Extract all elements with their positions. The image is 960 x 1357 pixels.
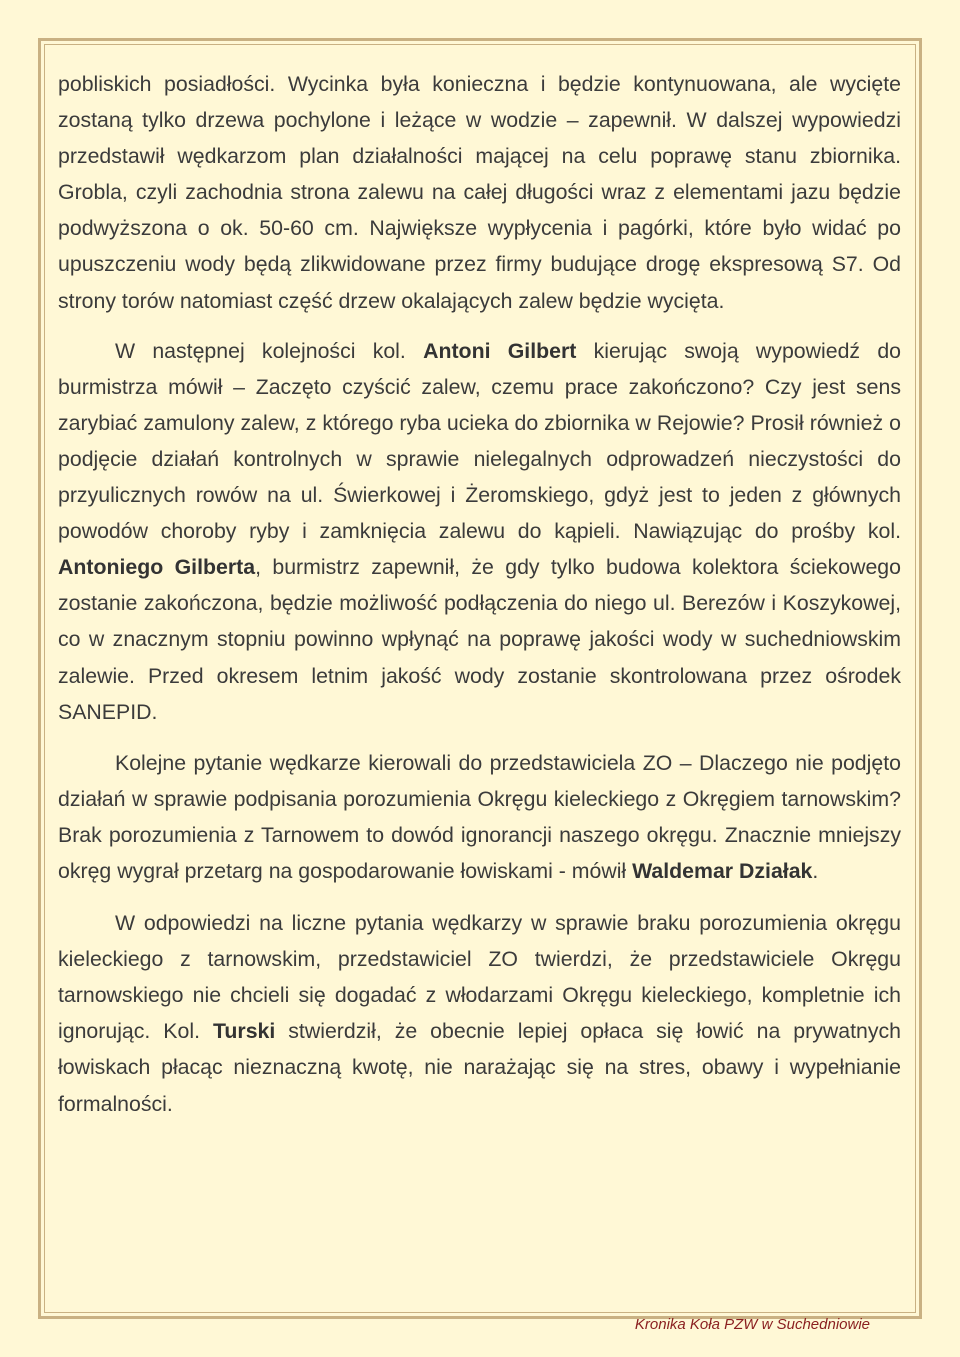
paragraph-zo-answer: [58, 905, 901, 1122]
text-segment: Kolejne pytanie wędkarze kierowali do przedstawiciela ZO – Dlaczego nie podjęto działań w sprawie podpisania porozumienia Okręgu kieleckiego z Okręgiem tarnowskim? Brak porozumienia z Tarnowem to dowód ignorancji naszego okręgu. Znacznie mniejszy okręg wygrał przetarg na gospodarowanie łowiskami - mówił: [58, 750, 901, 883]
text-segment: W odpowiedzi na liczne pytania wędkarzy w sprawie braku porozumienia okręgu kieleckiego z tarnowskim, przedstawiciel ZO twierdzi, że przedstawiciele Okręgu tarnowskiego nie chcieli się dogadać z włodarzami Okręgu kieleckiego, kompletnie ich ignorując. Kol.: [58, 911, 901, 1044]
text-segment: , burmistrz zapewnił, że gdy tylko budowa kolektora ściekowego zostanie zakończona, będzie możliwość podłączenia do niego ul. Berezów i Koszykowej, co w znacznym stopniu powinno wpłynąć na poprawę jakości wody w suchedniowskim zalewie. Przed okresem letnim jakość wody zostanie skontrolowana przez ośrodek SANEPID.: [58, 555, 901, 724]
person-name: Turski: [212, 1019, 276, 1044]
person-name: Antoniego Gilberta: [58, 555, 256, 580]
text-segment: W następnej kolejności kol.: [115, 338, 424, 363]
text-segment: stwierdził, że obecnie lepiej opłaca się łowić na prywatnych łowiskach płacąc nieznaczną kwotę, nie narażając się na stres, obawy i wypełnianie formalności.: [58, 1019, 901, 1116]
text-segment: pobliskich posiadłości. Wycinka była konieczna i będzie kontynuowana, ale wycięte zostaną tylko drzewa pochylone i leżące w wodzie – zapewnił. W dalszej wypowiedzi przedstawił wędkarzom plan działalności mającej na celu poprawę stanu zbiornika. Grobla, czyli zachodnia strona zalewu na całej długości wraz z elementami jazu będzie podwyższona o ok. 50-60 cm. Największe wypłycenia i pagórki, które było widać po upuszczeniu wody będą zlikwidowane przez firmy budujące drogę ekspresową S7. Od strony torów natomiast część drzew okalających zalew będzie wycięta.: [58, 72, 901, 313]
footer-caption: Kronika Koła PZW w Suchedniowie: [634, 1316, 870, 1333]
person-name: Antoni Gilbert: [423, 338, 577, 363]
text-segment: kierując swoją wypowiedź do burmistrza mówił – Zaczęto czyścić zalew, czemu prace zakończono? Czy jest sens zarybiać zamulony zalew, z którego ryba ucieka do zbiornika w Rejowie? Prosił również o podjęcie działań kontrolnych w sprawie nielegalnych odprowadzeń nieczystości do przyulicznych rowów na ul. Świerkowej i Żeromskiego, gdyż jest to jeden z głównych powodów choroby ryby i zamknięcia zalewu do kąpieli. Nawiązując do prośby kol.: [58, 338, 902, 544]
paragraph-zo-question: [58, 745, 901, 889]
text-segment: .: [812, 858, 819, 883]
document-body: [58, 66, 901, 1122]
paragraph-continuation: [58, 66, 901, 319]
paragraph-gilbert: [58, 333, 901, 730]
person-name: Waldemar Działak: [632, 858, 813, 883]
